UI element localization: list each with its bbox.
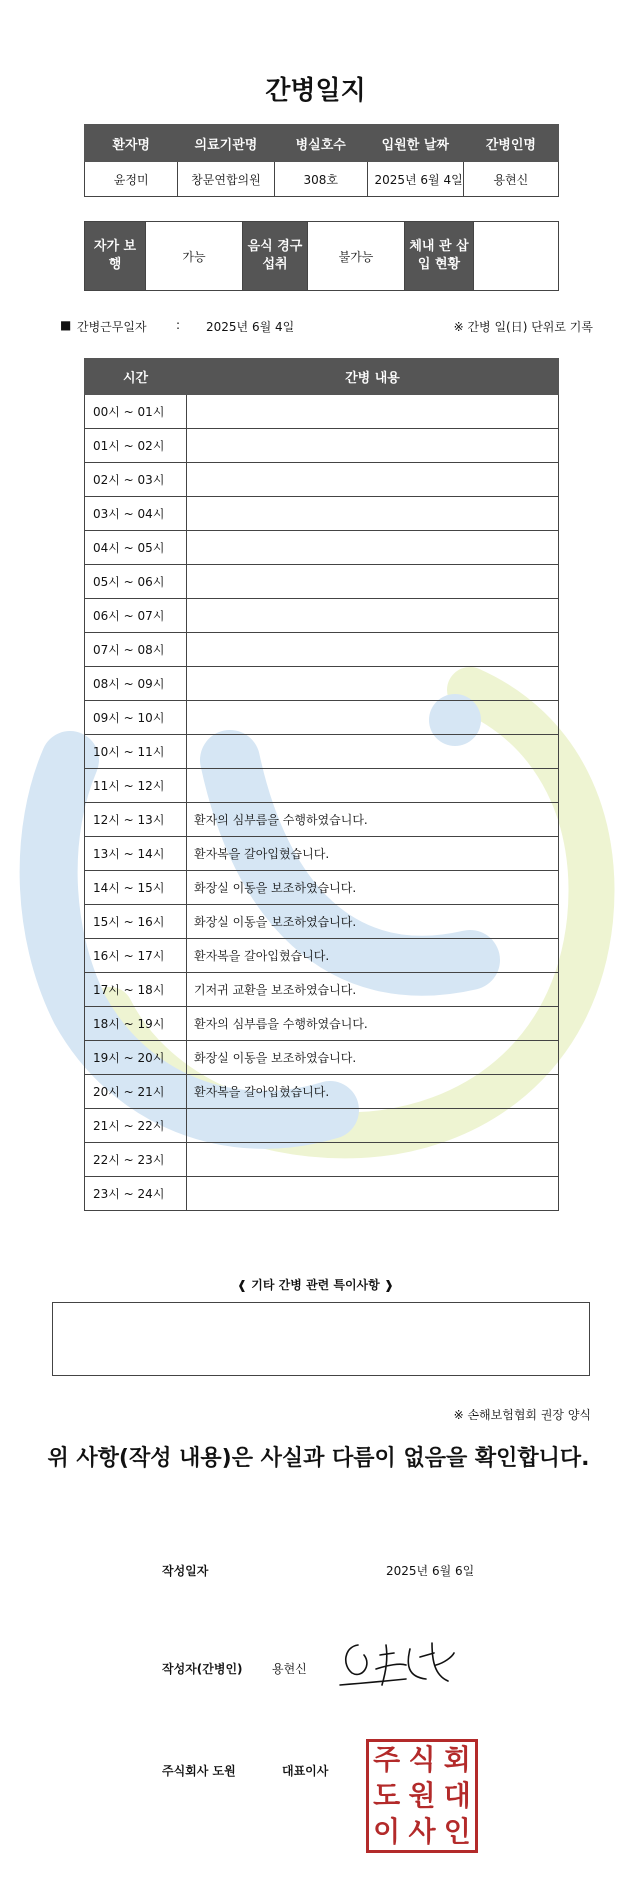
work-date-label: 간병근무일자 — [77, 320, 147, 334]
device-insertion-label: 체내 관 삽입 현황 — [405, 222, 474, 291]
company-name: 주식회사 도원 — [162, 1764, 236, 1778]
log-content-cell: 화장실 이동을 보조하였습니다. — [187, 871, 559, 905]
log-time-cell: 15시 ~ 16시 — [85, 905, 187, 939]
table-row — [85, 531, 559, 565]
log-time-cell: 21시 ~ 22시 — [85, 1109, 187, 1143]
room-number-value: 308호 — [274, 162, 367, 197]
table-row — [85, 939, 559, 973]
seal-character: 대 — [443, 1779, 471, 1812]
work-date-value: 2025년 6월 4일 — [206, 320, 295, 334]
confirmation-statement: 위 사항(작성 내용)은 사실과 다름이 없음을 확인합니다. — [47, 1446, 590, 1471]
notes-title: ❰ 기타 간병 관련 특이사항 ❱ — [237, 1278, 394, 1292]
company-seal-stamp — [366, 1739, 478, 1853]
table-row — [85, 1143, 559, 1177]
seal-character: 주 — [373, 1743, 401, 1776]
log-time-cell: 11시 ~ 12시 — [85, 769, 187, 803]
log-content-cell: 환자의 심부름을 수행하였습니다. — [187, 803, 559, 837]
patient-status-table — [84, 221, 559, 291]
work-date-marker: ■ — [60, 318, 72, 332]
log-time-cell: 07시 ~ 08시 — [85, 633, 187, 667]
log-content-cell — [187, 633, 559, 667]
work-date-colon: : — [176, 318, 181, 332]
log-content-cell: 환자복을 갈아입혔습니다. — [187, 837, 559, 871]
log-time-cell: 08시 ~ 09시 — [85, 667, 187, 701]
device-insertion-value — [474, 222, 559, 291]
seal-character: 이 — [373, 1815, 401, 1848]
self-walk-value: 가능 — [146, 222, 243, 291]
admission-date-value: 2025년 6월 4일 — [367, 162, 463, 197]
log-content-cell: 화장실 이동을 보조하였습니다. — [187, 905, 559, 939]
date-written-label: 작성일자 — [162, 1564, 209, 1578]
table-row — [85, 633, 559, 667]
log-content-cell: 환자의 심부름을 수행하였습니다. — [187, 1007, 559, 1041]
table-row — [85, 1109, 559, 1143]
log-content-cell — [187, 1109, 559, 1143]
log-time-cell: 03시 ~ 04시 — [85, 497, 187, 531]
form-source-note: ※ 손해보험협회 권장 양식 — [453, 1408, 591, 1422]
table-row — [85, 1177, 559, 1211]
log-content-cell — [187, 531, 559, 565]
log-time-cell: 13시 ~ 14시 — [85, 837, 187, 871]
caregiver-name-value: 용현신 — [463, 162, 558, 197]
table-row — [85, 1007, 559, 1041]
log-time-cell: 02시 ~ 03시 — [85, 463, 187, 497]
log-content-cell — [187, 667, 559, 701]
log-time-cell: 18시 ~ 19시 — [85, 1007, 187, 1041]
log-content-cell — [187, 701, 559, 735]
oral-intake-value: 불가능 — [308, 222, 405, 291]
header-patient-name: 환자명 — [85, 125, 178, 162]
seal-character: 식 — [408, 1743, 436, 1776]
table-row — [85, 905, 559, 939]
company-seal-characters — [369, 1742, 475, 1850]
table-row — [85, 667, 559, 701]
log-content-cell — [187, 1177, 559, 1211]
date-written-value: 2025년 6월 6일 — [386, 1564, 475, 1578]
table-row — [85, 735, 559, 769]
table-row — [85, 599, 559, 633]
log-time-cell: 14시 ~ 15시 — [85, 871, 187, 905]
table-row — [85, 497, 559, 531]
log-time-cell: 23시 ~ 24시 — [85, 1177, 187, 1211]
table-row — [85, 395, 559, 429]
table-row — [85, 463, 559, 497]
self-walk-label: 자가 보행 — [85, 222, 146, 291]
log-time-cell: 00시 ~ 01시 — [85, 395, 187, 429]
table-row — [85, 803, 559, 837]
log-time-cell: 12시 ~ 13시 — [85, 803, 187, 837]
log-content-cell — [187, 599, 559, 633]
care-log-body — [85, 395, 559, 1211]
record-unit-note: ※ 간병 일(日) 단위로 기록 — [453, 320, 593, 334]
seal-character: 도 — [373, 1779, 401, 1812]
handwritten-signature — [336, 1635, 460, 1697]
table-row — [85, 429, 559, 463]
table-row — [85, 973, 559, 1007]
notes-box — [52, 1302, 590, 1376]
table-row — [85, 565, 559, 599]
ceo-label: 대표이사 — [282, 1764, 329, 1778]
hospital-name-value: 창문연합의원 — [178, 162, 274, 197]
log-time-cell: 06시 ~ 07시 — [85, 599, 187, 633]
header-room-number: 병실호수 — [274, 125, 367, 162]
table-row — [85, 837, 559, 871]
log-content-cell — [187, 429, 559, 463]
log-time-cell: 16시 ~ 17시 — [85, 939, 187, 973]
log-content-cell — [187, 565, 559, 599]
log-time-cell: 09시 ~ 10시 — [85, 701, 187, 735]
log-content-cell: 환자복을 갈아입혔습니다. — [187, 939, 559, 973]
table-row — [85, 1041, 559, 1075]
care-log-table — [84, 358, 559, 1211]
log-content-cell — [187, 395, 559, 429]
log-header-time: 시간 — [85, 359, 187, 395]
log-header-content: 간병 내용 — [187, 359, 559, 395]
seal-character: 인 — [443, 1815, 471, 1848]
header-admission-date: 입원한 날짜 — [367, 125, 463, 162]
log-time-cell: 10시 ~ 11시 — [85, 735, 187, 769]
patient-info-table — [84, 124, 559, 197]
header-hospital-name: 의료기관명 — [178, 125, 274, 162]
log-content-cell — [187, 735, 559, 769]
table-row — [85, 1075, 559, 1109]
table-row — [85, 871, 559, 905]
page-title: 간병일지 — [265, 76, 366, 106]
log-content-cell — [187, 463, 559, 497]
log-content-cell: 화장실 이동을 보조하였습니다. — [187, 1041, 559, 1075]
log-content-cell — [187, 497, 559, 531]
log-content-cell — [187, 769, 559, 803]
seal-character: 사 — [408, 1815, 436, 1848]
log-time-cell: 04시 ~ 05시 — [85, 531, 187, 565]
log-content-cell: 환자복을 갈아입혔습니다. — [187, 1075, 559, 1109]
log-time-cell: 19시 ~ 20시 — [85, 1041, 187, 1075]
writer-label: 작성자(간병인) — [162, 1662, 243, 1676]
log-time-cell: 22시 ~ 23시 — [85, 1143, 187, 1177]
table-row — [85, 701, 559, 735]
oral-intake-label: 음식 경구 섭취 — [243, 222, 308, 291]
log-time-cell: 17시 ~ 18시 — [85, 973, 187, 1007]
log-time-cell: 05시 ~ 06시 — [85, 565, 187, 599]
log-time-cell: 20시 ~ 21시 — [85, 1075, 187, 1109]
log-time-cell: 01시 ~ 02시 — [85, 429, 187, 463]
writer-name: 용현신 — [272, 1662, 307, 1676]
seal-character: 원 — [408, 1779, 436, 1812]
header-caregiver-name: 간병인명 — [463, 125, 558, 162]
log-content-cell: 기저귀 교환을 보조하였습니다. — [187, 973, 559, 1007]
table-row — [85, 769, 559, 803]
seal-character: 회 — [443, 1743, 471, 1776]
log-content-cell — [187, 1143, 559, 1177]
patient-name-value: 윤정미 — [85, 162, 178, 197]
